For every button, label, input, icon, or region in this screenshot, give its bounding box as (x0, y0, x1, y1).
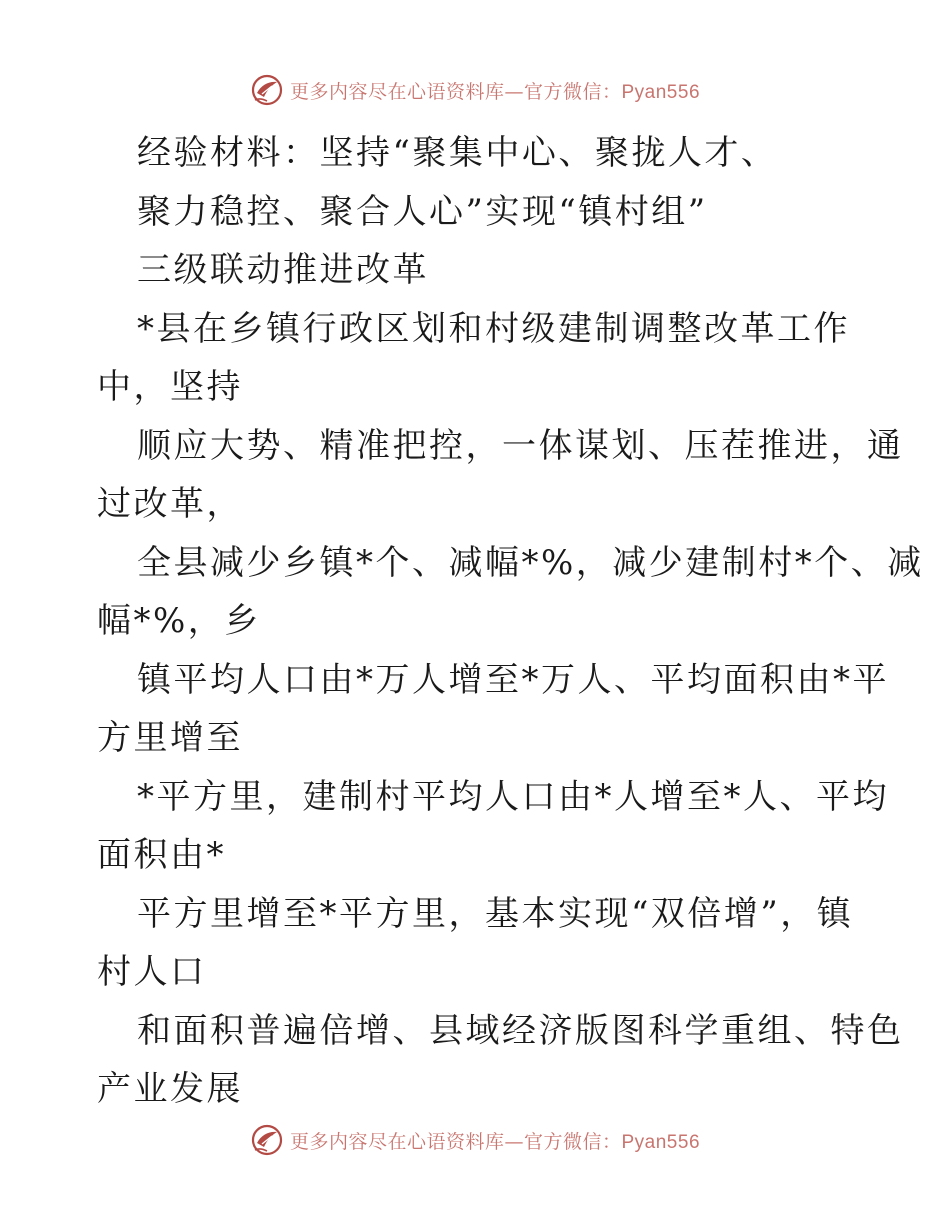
text-line: 三级联动推进改革 (137, 250, 429, 290)
text-line: 幅*%，乡 (97, 601, 261, 641)
text-line: 中，坚持 (97, 367, 243, 407)
text-line: *县在乡镇行政区划和村级建制调整改革工作 (137, 308, 850, 349)
text-line: 村人口 (97, 952, 207, 992)
text-line: *平方里，建制村平均人口由*人增至*人、平均 (137, 776, 889, 817)
pen-nib-logo-icon (250, 73, 284, 107)
text-line: 顺应大势、精准把控，一体谋划、压茬推进，通 (137, 425, 904, 466)
text-line: 镇平均人口由*万人增至*万人、平均面积由*平 (137, 659, 889, 700)
text-line: 和面积普遍倍增、县域经济版图科学重组、特色 (137, 1010, 904, 1051)
text-line: 聚力稳控、聚合人心”实现“镇村组” (137, 191, 708, 232)
footer-banner-text: 更多内容尽在心语资料库—官方微信：Pyan556 (289, 1130, 701, 1153)
text-line: 方里增至 (97, 718, 243, 758)
text-line: 全县减少乡镇*个、减幅*%，减少建制村*个、减 (137, 542, 924, 583)
text-line: 平方里增至*平方里，基本实现“双倍增”，镇 (137, 893, 854, 934)
footer-banner (0, 1120, 950, 1160)
pen-nib-logo-icon (250, 1123, 284, 1157)
text-line: 经验材料：坚持“聚集中心、聚拢人才、 (137, 133, 778, 173)
header-banner-handle: Pyan556 (621, 81, 701, 103)
text-line: 面积由* (97, 835, 226, 875)
text-line: 过改革， (97, 484, 243, 524)
text-line: 产业发展 (97, 1069, 243, 1109)
document-body (97, 124, 924, 1119)
header-banner-text: 更多内容尽在心语资料库—官方微信：Pyan556 (289, 80, 701, 103)
footer-banner-handle: Pyan556 (621, 1131, 701, 1153)
header-banner (0, 70, 950, 110)
